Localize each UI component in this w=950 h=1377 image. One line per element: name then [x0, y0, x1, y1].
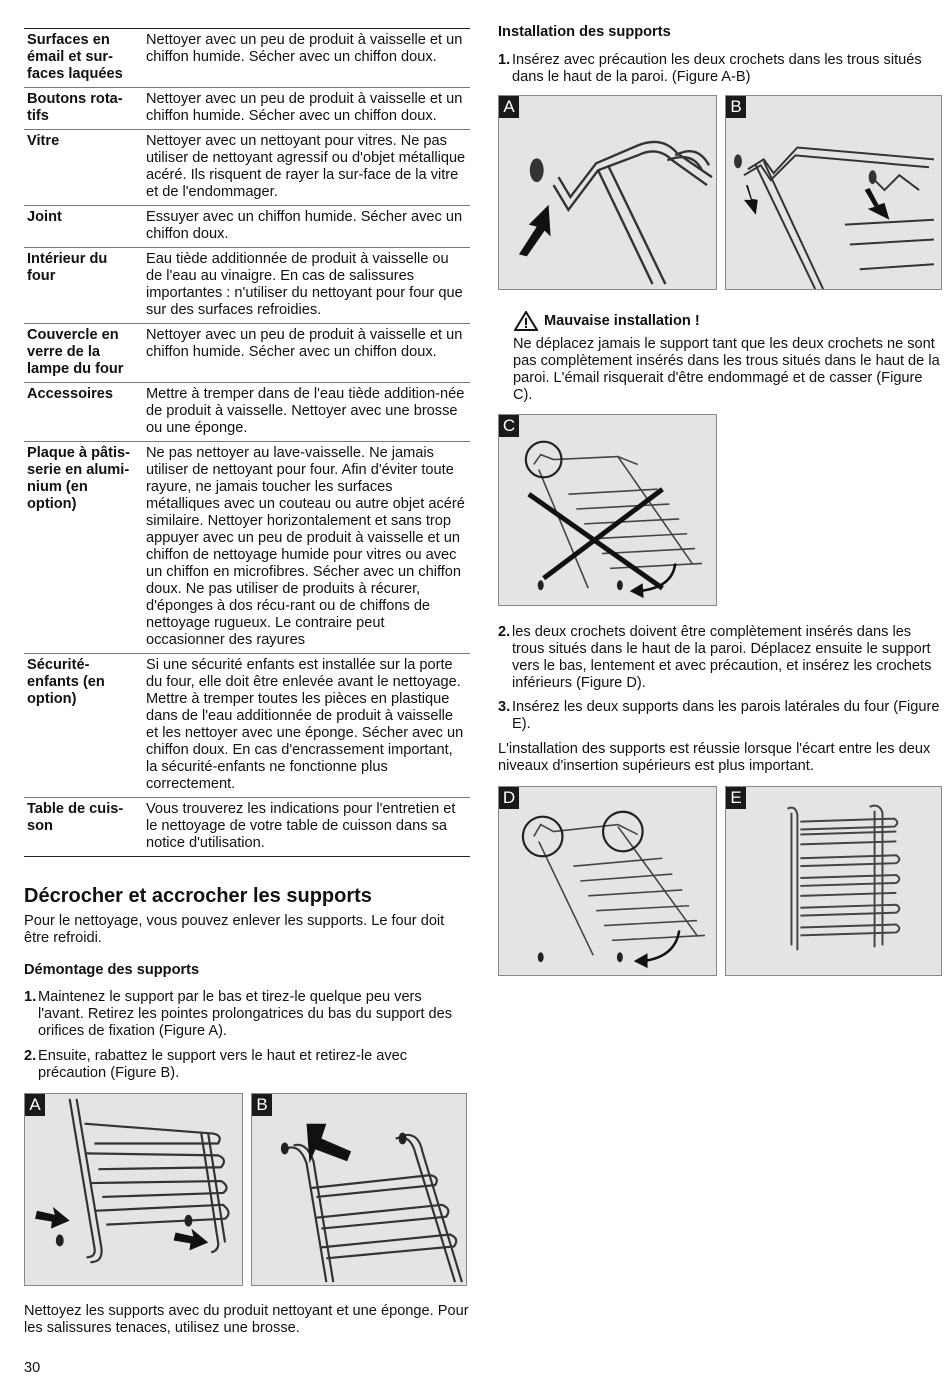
figure-removal-a	[24, 1093, 243, 1286]
table-row	[24, 206, 470, 248]
cleaning-instruction: Nettoyer avec un peu de produit à vaisselle et un chiffon humide. Sécher avec un chiffon doux.	[142, 88, 470, 130]
table-row	[24, 324, 470, 383]
surface-name: Surfaces en émail et sur-faces laquées	[27, 32, 123, 82]
install-step-2	[498, 624, 940, 692]
table-row	[24, 654, 470, 798]
shelf-rack-illustration	[25, 1094, 242, 1285]
correct-installation-illustration	[499, 787, 716, 975]
surface-name: Plaque à pâtis-serie en alumi-nium (en option)	[24, 442, 142, 654]
step-text: Insérez avec précaution les deux crochets dans les trous situés dans le haut de la paroi. (Figure A-B)	[512, 52, 922, 85]
cleaning-instruction: Nettoyer avec un peu de produit à vaisselle et un chiffon humide. Sécher avec un chiffon doux.	[142, 324, 470, 383]
cleaning-instruction: Essuyer avec un chiffon humide. Sécher avec un chiffon doux.	[142, 206, 470, 248]
removal-closing: Nettoyez les supports avec du produit nettoyant et une éponge. Pour les salissures tenaces, utilisez une brosse.	[24, 1303, 469, 1336]
surface-name: Sécurité-enfants (en option)	[24, 654, 142, 798]
cleaning-instruction: Nettoyer avec un nettoyant pour vitres. Ne pas utiliser de nettoyant agressif ou d'objet métallique acéré. Ils risquent de rayer la sur-face de la vitre et de l'endommager.	[142, 130, 470, 206]
surface-name: Vitre	[24, 130, 142, 206]
figure-install-b	[725, 95, 942, 290]
figure-install-e	[725, 786, 942, 976]
surface-name: Table de cuis-son	[24, 798, 142, 857]
figure-label: E	[726, 787, 746, 809]
removal-step-2	[24, 1048, 466, 1082]
warning-title-row	[514, 311, 700, 331]
cleaning-instruction: Vous trouverez les indications pour l'entretien et le nettoyage de votre table de cuisson dans sa notice d'utilisation.	[142, 798, 470, 857]
surface-name: Boutons rota-tifs	[24, 88, 142, 130]
surface-name: Accessoires	[24, 383, 142, 442]
cleaning-instruction: Eau tiède additionnée de produit à vaisselle ou de l'eau au vinaigre. En cas de salissures importantes : n'utiliser du nettoyant pour four que sur des surfaces refroidies.	[142, 248, 470, 324]
figure-label: C	[499, 415, 519, 437]
surface-name: Intérieur du four	[24, 248, 142, 324]
cleaning-instruction: Ne pas nettoyer au lave-vaisselle. Ne jamais utiliser de nettoyant pour four. Afin d'éviter toute rayure, ne jamais toucher les surfaces métalliques avec un couteau ou autre objet acéré similaire. Nettoyer horizontalement et sans trop appuyer avec un peu de produit à vaisselle et un chiffon de nettoyage humide pour vitres ou avec un chiffon en microfibres. Sécher avec un chiffon doux. Ne pas utiliser de produits à récurer, d'éponges à dos récu-rant ou de chiffons de nettoyage rugueux. Le contraire peut occasionner des rayures	[142, 442, 470, 654]
incorrect-installation-illustration	[499, 415, 716, 605]
install-success: L'installation des supports est réussie lorsque l'écart entre les deux niveaux d'insertion supérieurs est plus important.	[498, 741, 931, 774]
install-step-1	[498, 52, 938, 86]
warning-title: Mauvaise installation !	[544, 312, 700, 329]
warning-text: Ne déplacez jamais le support tant que les deux crochets ne sont pas complètement insérés dans les trous situés dans le haut de la paroi. L'émail risquerait d'être endommagé et de casser (Figure C).	[513, 336, 940, 403]
cleaning-table	[24, 28, 470, 857]
mounted-rack-illustration	[726, 787, 941, 975]
section-title: Décrocher et accrocher les supports	[24, 885, 372, 907]
install-heading: Installation des supports	[498, 24, 671, 40]
figure-label: D	[499, 787, 519, 809]
table-row	[24, 29, 470, 88]
step-number: 1.	[498, 52, 511, 68]
table-row	[24, 88, 470, 130]
section-intro: Pour le nettoyage, vous pouvez enlever les supports. Le four doit être refroidi.	[24, 913, 445, 946]
table-row	[24, 798, 470, 857]
surface-name: Joint	[24, 206, 142, 248]
step-number: 3.	[498, 699, 511, 715]
cleaning-instruction: Nettoyer avec un peu de produit à vaisselle et un chiffon humide. Sécher avec un chiffon doux.	[146, 32, 463, 65]
hook-illustration	[726, 96, 941, 289]
install-step-3	[498, 699, 940, 733]
step-number: 1.	[24, 989, 37, 1005]
surface-name: Couvercle en verre de la lampe du four	[24, 324, 142, 383]
page-number: 30	[24, 1360, 41, 1376]
figure-label: B	[726, 96, 746, 118]
figure-label: A	[25, 1094, 45, 1116]
step-number: 2.	[24, 1048, 37, 1064]
removal-heading: Démontage des supports	[24, 962, 200, 978]
shelf-rack-illustration	[252, 1094, 466, 1285]
step-text: Ensuite, rabattez le support vers le haut et retirez-le avec précaution (Figure B).	[38, 1048, 408, 1081]
hook-illustration	[499, 96, 716, 289]
warning-triangle-icon	[514, 311, 538, 331]
figure-install-a	[498, 95, 717, 290]
removal-step-1	[24, 989, 466, 1040]
table-row	[24, 383, 470, 442]
figure-install-c	[498, 414, 717, 606]
figure-label: B	[252, 1094, 272, 1116]
step-text: Maintenez le support par le bas et tirez-le quelque peu vers l'avant. Retirez les pointes prolongatrices du bas du support des orifices de fixation (Figure A).	[38, 989, 453, 1039]
figure-label: A	[499, 96, 519, 118]
cleaning-instruction: Mettre à tremper dans de l'eau tiède addition-née de produit à vaisselle. Nettoyer avec une brosse ou une éponge.	[142, 383, 470, 442]
figure-removal-b	[251, 1093, 467, 1286]
table-row	[24, 442, 470, 654]
figure-install-d	[498, 786, 717, 976]
table-row	[24, 130, 470, 206]
step-number: 2.	[498, 624, 511, 640]
table-row	[24, 248, 470, 324]
step-text: Insérez les deux supports dans les parois latérales du four (Figure E).	[512, 699, 940, 732]
step-text: les deux crochets doivent être complètement insérés dans les trous situés dans le haut de la paroi. Déplacez ensuite le support vers le bas, lentement et avec précaution, et insérez les crochets inférieurs (Figure D).	[512, 624, 932, 691]
cleaning-instruction: Si une sécurité enfants est installée sur la porte du four, elle doit être enlevée avant le nettoyage. Mettre à tremper toutes les pièces en plastique dans de l'eau additionnée de produit à vaisselle et les nettoyer avec une éponge. Sécher avec un chiffon doux. En cas d'encrassement important, la sécurité-enfants ne fonctionne plus correctement.	[142, 654, 470, 798]
